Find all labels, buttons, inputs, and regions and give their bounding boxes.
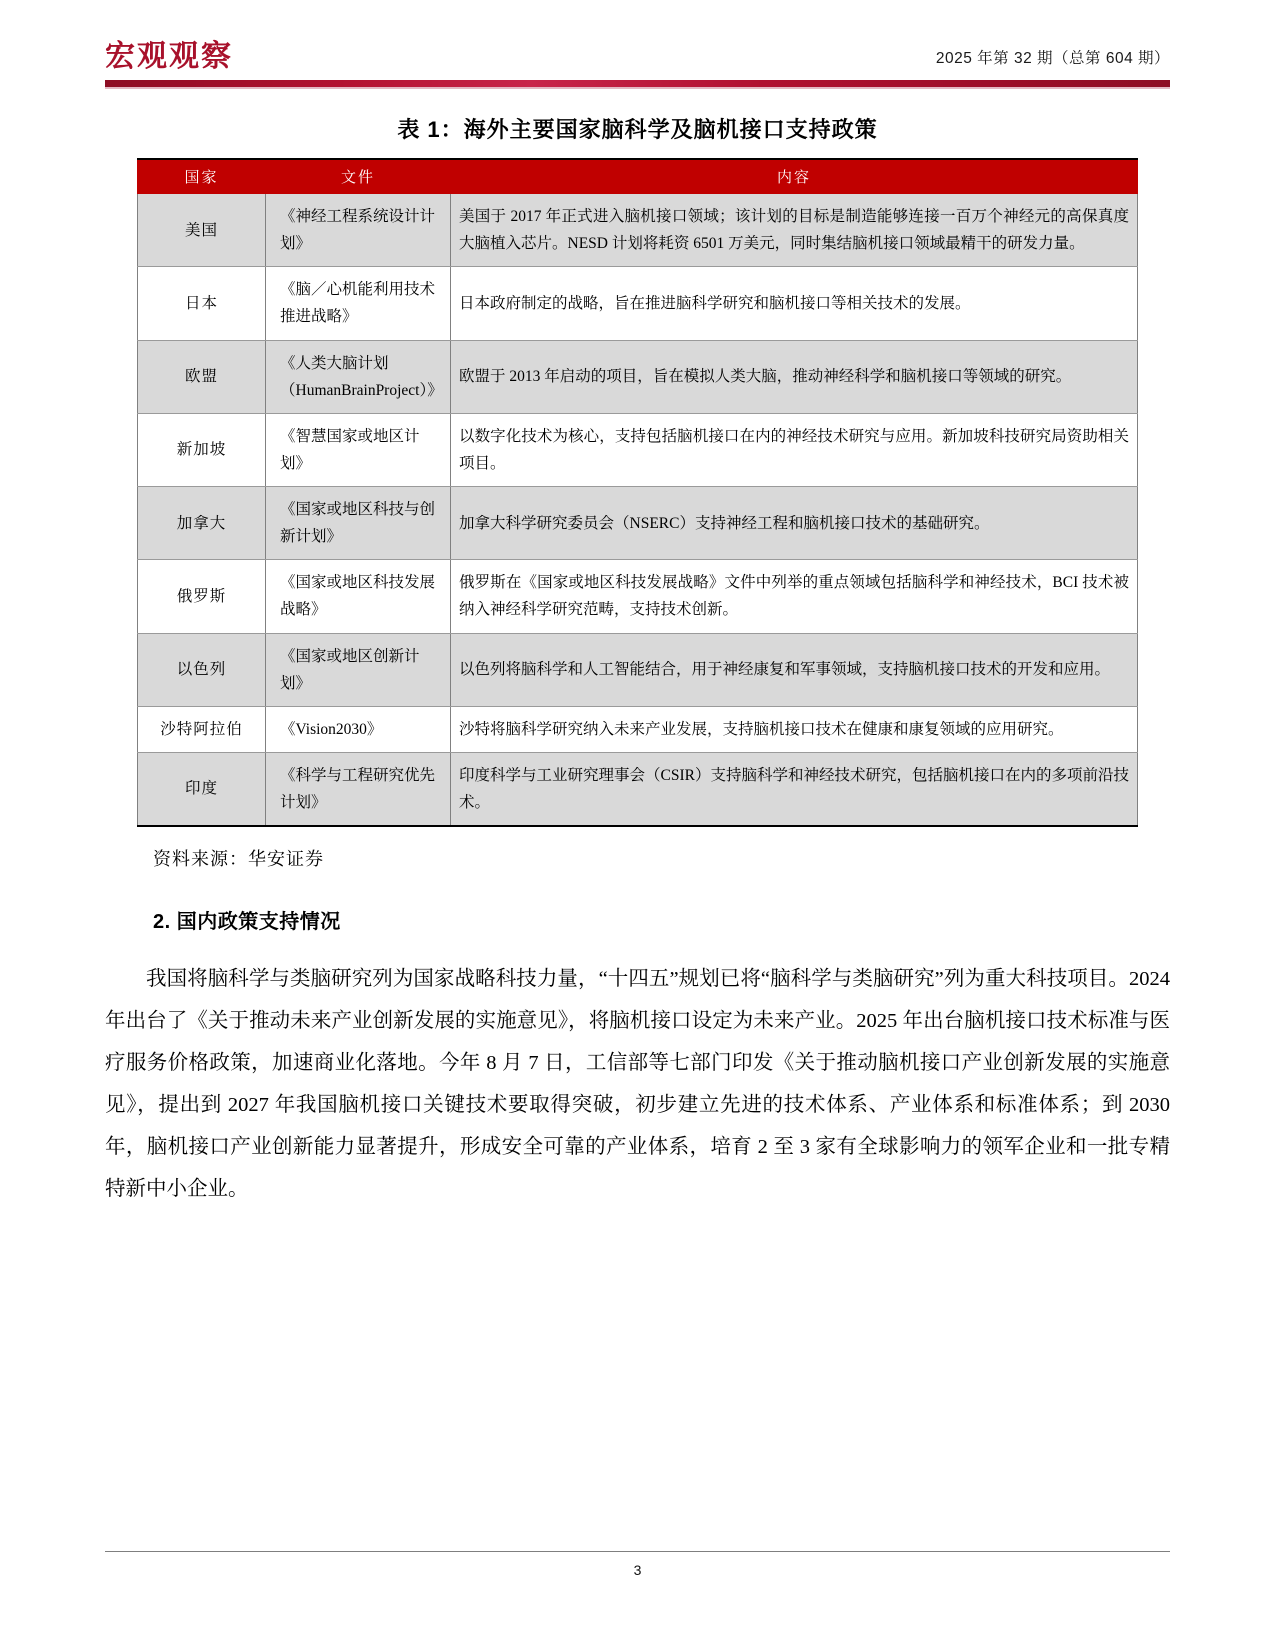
page-footer [105, 1551, 1170, 1578]
table-header [138, 159, 1138, 194]
table-row [138, 706, 1138, 752]
cell-content: 印度科学与工业研究理事会（CSIR）支持脑科学和神经技术研究，包括脑机接口在内的多项前沿技术。 [451, 752, 1138, 826]
cell-content: 俄罗斯在《国家或地区科技发展战略》文件中列举的重点领域包括脑科学和神经技术，BCI 技术被纳入神经科学研究范畴，支持技术创新。 [451, 560, 1138, 633]
header-divider [105, 80, 1170, 87]
cell-document: 《Vision2030》 [266, 706, 451, 752]
table-row [138, 194, 1138, 267]
cell-document: 《神经工程系统设计计划》 [266, 194, 451, 267]
cell-document: 《人类大脑计划（HumanBrainProject）》 [266, 340, 451, 413]
table-row [138, 633, 1138, 706]
cell-content: 日本政府制定的战略，旨在推进脑科学研究和脑机接口等相关技术的发展。 [451, 267, 1138, 340]
page-header [105, 0, 1170, 78]
cell-country: 欧盟 [138, 340, 266, 413]
cell-country: 新加坡 [138, 413, 266, 486]
publication-brand: 宏观观察 [105, 40, 233, 73]
cell-document: 《国家或地区创新计划》 [266, 633, 451, 706]
section-heading: 2. 国内政策支持情况 [153, 911, 341, 934]
table-row [138, 560, 1138, 633]
table-body [138, 194, 1138, 827]
cell-content: 欧盟于 2013 年启动的项目，旨在模拟人类大脑，推动神经科学和脑机接口等领域的研究。 [451, 340, 1138, 413]
policy-table [137, 158, 1138, 827]
cell-content: 以数字化技术为核心，支持包括脑机接口在内的神经技术研究与应用。新加坡科技研究局资助相关项目。 [451, 413, 1138, 486]
column-header-document: 文件 [266, 159, 451, 194]
table-row [138, 267, 1138, 340]
table-row [138, 340, 1138, 413]
page-number: 3 [633, 1562, 642, 1578]
column-header-country: 国家 [138, 159, 266, 194]
cell-country: 美国 [138, 194, 266, 267]
table-row [138, 752, 1138, 826]
table-header-row [138, 159, 1138, 194]
footer-divider [105, 1551, 1170, 1552]
cell-document: 《国家或地区科技与创新计划》 [266, 487, 451, 560]
cell-country: 以色列 [138, 633, 266, 706]
cell-country: 沙特阿拉伯 [138, 706, 266, 752]
table-row [138, 413, 1138, 486]
column-header-content: 内容 [451, 159, 1138, 194]
cell-country: 日本 [138, 267, 266, 340]
issue-label: 2025 年第 32 期（总第 604 期） [935, 50, 1170, 67]
cell-content: 沙特将脑科学研究纳入未来产业发展，支持脑机接口技术在健康和康复领域的应用研究。 [451, 706, 1138, 752]
table-source: 资料来源：华安证券 [153, 849, 324, 870]
cell-content: 加拿大科学研究委员会（NSERC）支持神经工程和脑机接口技术的基础研究。 [451, 487, 1138, 560]
cell-country: 加拿大 [138, 487, 266, 560]
cell-document: 《科学与工程研究优先计划》 [266, 752, 451, 826]
body-paragraph: 我国将脑科学与类脑研究列为国家战略科技力量，“十四五”规划已将“脑科学与类脑研究”列为重大科技项目。2024 年出台了《关于推动未来产业创新发展的实施意见》，将脑机接口设定为未来产业。2025 年出台脑机接口技术标准与医疗服务价格政策，加速商业化落地。今年 8 月 7 日，工信部等七部门印发《关于推动脑机接口产业创新发展的实施意见》，提出到 2027 年我国脑机接口关键技术要取得突破，初步建立先进的技术体系、产业体系和标准体系；到 2030 年，脑机接口产业创新能力显著提升，形成安全可靠的产业体系，培育 2 至 3 家有全球影响力的领军企业和一批专精特新中小企业。 [105, 968, 1170, 1201]
cell-document: 《脑／心机能利用技术推进战略》 [266, 267, 451, 340]
table-row [138, 487, 1138, 560]
cell-content: 美国于 2017 年正式进入脑机接口领域；该计划的目标是制造能够连接一百万个神经元的高保真度大脑植入芯片。NESD 计划将耗资 6501 万美元，同时集结脑机接口领域最精干的研发力量。 [451, 194, 1138, 267]
cell-document: 《智慧国家或地区计划》 [266, 413, 451, 486]
cell-country: 俄罗斯 [138, 560, 266, 633]
cell-document: 《国家或地区科技发展战略》 [266, 560, 451, 633]
cell-country: 印度 [138, 752, 266, 826]
table-title: 表 1：海外主要国家脑科学及脑机接口支持政策 [397, 117, 878, 142]
cell-content: 以色列将脑科学和人工智能结合，用于神经康复和军事领域，支持脑机接口技术的开发和应用。 [451, 633, 1138, 706]
